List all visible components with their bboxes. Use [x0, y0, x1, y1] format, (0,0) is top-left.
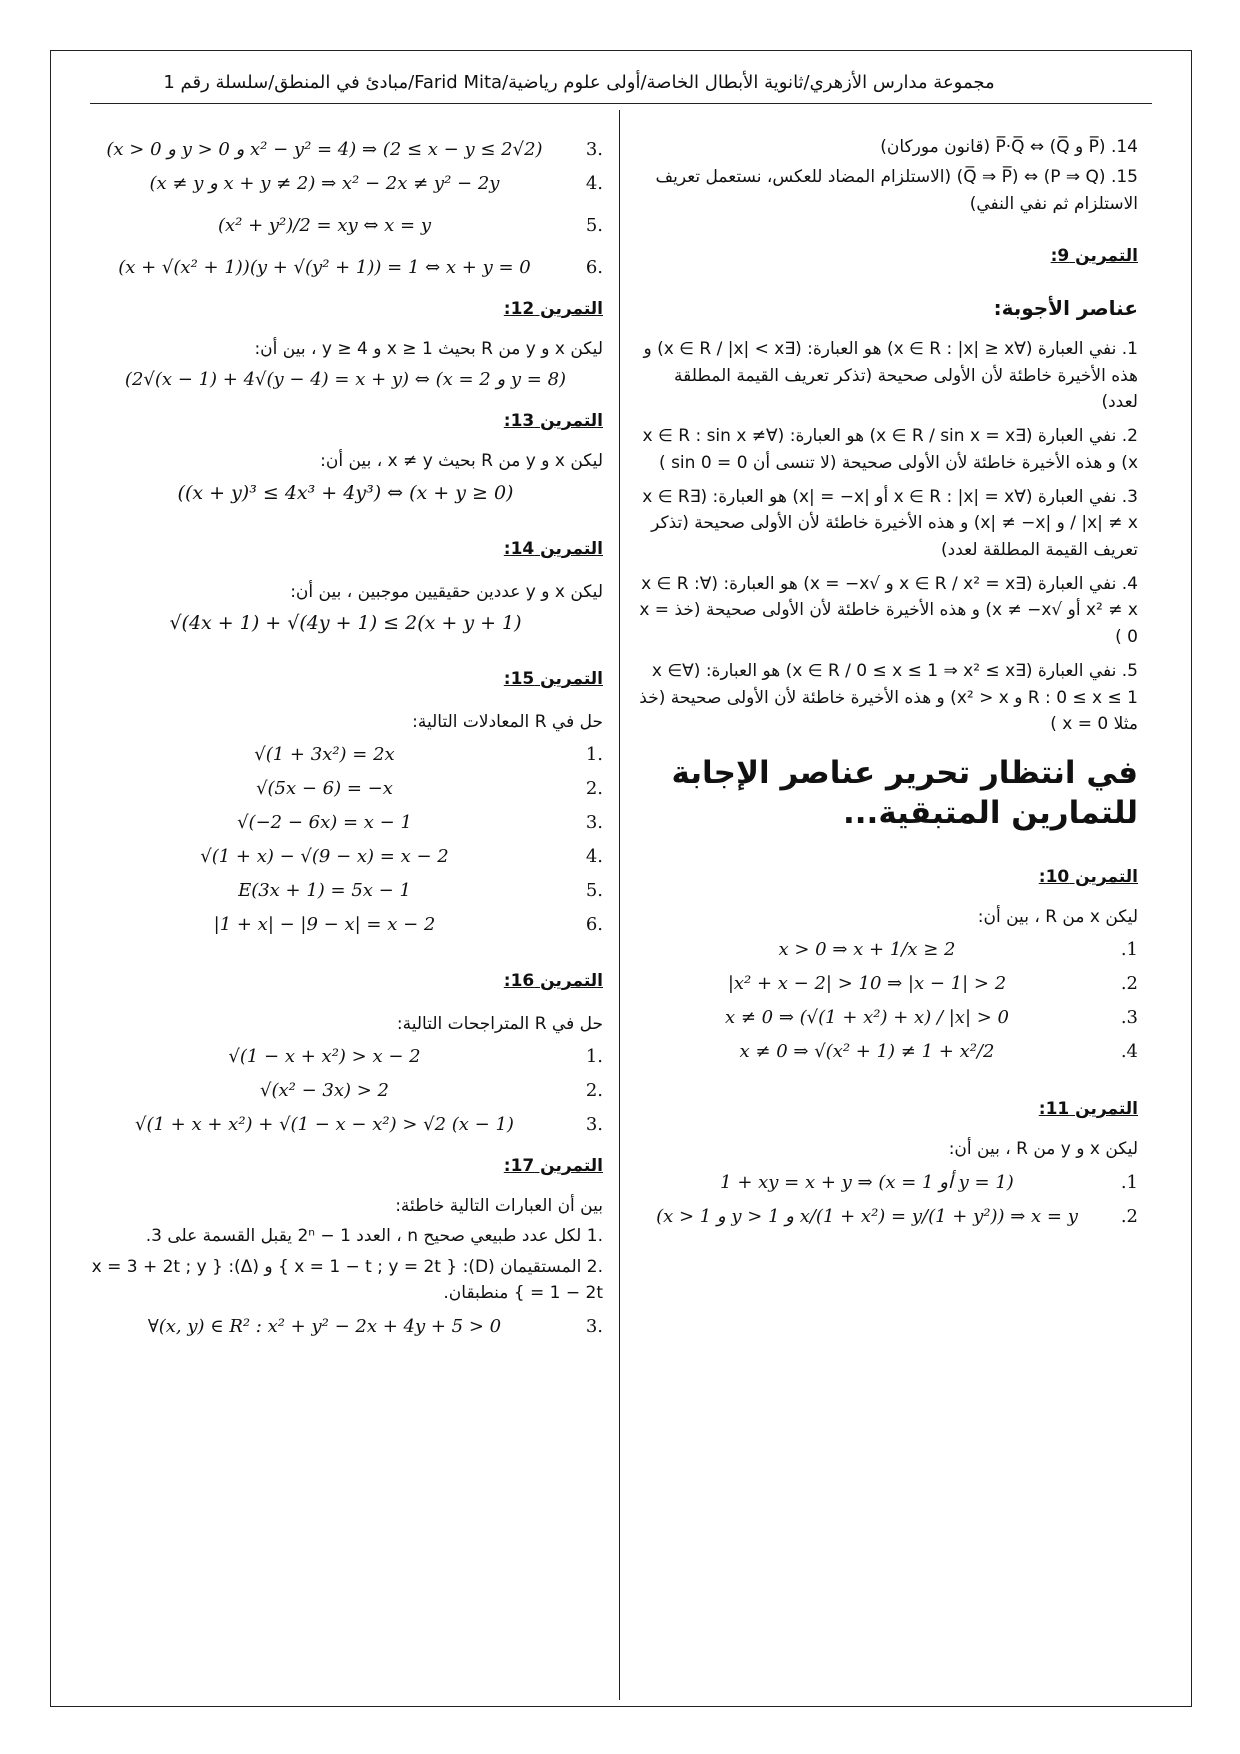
- item-6: .6 (x + √(x² + 1))(y + √(y² + 1)) = 1 ⇔ x + y = 0: [118, 256, 603, 278]
- exercise-16-intro: حل في R المتراجحات التالية:: [396, 1013, 603, 1034]
- header-rule: [90, 103, 1152, 104]
- exercise-17-item: .3 ∀(x, y) ∈ R² : x² + y² − 2x + 4y + 5 > 0: [147, 1315, 603, 1337]
- exercise-16-title: التمرين 16:: [503, 971, 603, 992]
- answer-4: 4. نفي العبارة (∃x ∈ R / x² = x و √x = −x) هو العبارة: (∀x ∈ R : x² ≠ x أو √x ≠ −x) و هذه الأخيرة خاطئة لأن الأولى صحيحة (خذ x = 0 ): [639, 574, 1138, 647]
- item-3: .3 (x > 0 و y > 0 و x² − y² = 4) ⇒ (2 ≤ x − y ≤ 2√2): [106, 139, 603, 160]
- exercise-15-intro: حل في R المعادلات التالية:: [412, 711, 603, 732]
- exercise-14-expr: √(4x + 1) + √(4y + 1) ≤ 2(x + y + 1): [169, 611, 522, 634]
- answer-2: 2. نفي العبارة (∃x ∈ R / sin x = x) هو العبارة: (∀x ∈ R : sin x ≠ x) و هذه الأخيرة خاطئة لأن الأولى صحيحة (لا تنسى أن sin 0 = 0 ): [642, 426, 1138, 473]
- exercise-10-item: 1. x > 0 ⇒ x + 1/x ≥ 2: [778, 939, 1138, 961]
- right-column: [638, 130, 1138, 1237]
- exercise-15-item: .5 E(3x + 1) = 5x − 1: [238, 879, 603, 901]
- column-divider: [619, 110, 620, 1700]
- exercise-10-item: 3. x ≠ 0 ⇒ (√(1 + x²) + x) / |x| > 0: [724, 1007, 1138, 1029]
- answers-title: عناصر الأجوبة:: [993, 296, 1138, 321]
- exercise-11-intro: ليكن x و y من R ، بين أن:: [948, 1139, 1138, 1160]
- exercise-10-item: 4. x ≠ 0 ⇒ √(x² + 1) ≠ 1 + x²/2: [739, 1041, 1138, 1063]
- item-14: 14. (P̅ و Q̅) ⇔ P̅·Q̅ (قانون موركان): [880, 137, 1138, 157]
- exercise-11-item: 2. (x > 1 و y > 1 و x/(1 + x²) = y/(1 + y²)) ⇒ x = y: [656, 1205, 1138, 1227]
- exercise-10-title: التمرين 10:: [1038, 866, 1138, 887]
- exercise-10-item: 2. |x² + x − 2| > 10 ⇒ |x − 1| > 2: [727, 973, 1138, 995]
- exercise-11-item: 1. 1 + xy = x + y ⇒ (x = 1 أو y = 1): [720, 1171, 1138, 1193]
- answer-5: 5. نفي العبارة (∃x ∈ R / 0 ≤ x ≤ 1 ⇒ x² ≤ x) هو العبارة: (∀x ∈ R : 0 ≤ x ≤ 1 و x² > x) و هذه الأخيرة خاطئة لأن الأولى صحيحة (خذ مثلا x = 0 ): [639, 661, 1138, 734]
- exercise-15-item: .3 √(−2 − 6x) = x − 1: [237, 811, 603, 833]
- exercise-15-title: التمرين 15:: [503, 669, 603, 690]
- exercise-17-title: التمرين 17:: [503, 1155, 603, 1176]
- exercise-9-title: التمرين 9:: [1050, 246, 1138, 267]
- left-column: [88, 130, 603, 1346]
- exercise-13-intro: ليكن x و y من R بحيث x ≠ y ، بين أن:: [320, 451, 603, 472]
- exercise-12-title: التمرين 12:: [503, 298, 603, 319]
- exercise-13-title: التمرين 13:: [503, 411, 603, 432]
- exercise-15-item: .1 √(1 + 3x²) = 2x: [254, 744, 603, 766]
- exercise-17-item: .2 المستقيمان (D): { x = 1 − t ; y = 2t } و (Δ): { x = 3 + 2t ; y = 1 − 2t } منطبقان.: [91, 1256, 603, 1304]
- exercise-11-title: التمرين 11:: [1038, 1099, 1138, 1120]
- item-4: .4 (x ≠ y و x + y ≠ 2) ⇒ x² − 2x ≠ y² − 2y: [149, 172, 603, 194]
- exercise-14-title: التمرين 14:: [503, 539, 603, 560]
- exercise-13-expr: ((x + y)³ ≤ 4x³ + 4y³) ⇔ (x + y ≥ 0): [177, 481, 514, 504]
- waiting-title: في انتظار تحرير عناصر الإجابة للتمارين المتبقية...: [671, 755, 1138, 832]
- exercise-15-item: .2 √(5x − 6) = −x: [256, 777, 603, 799]
- item-15: 15. (P ⇒ Q) ⇔ (Q̅ ⇒ P̅) (الاستلزام المضاد للعكس، نستعمل تعريف الاستلزام ثم نفي النفي): [655, 167, 1138, 214]
- exercise-12-expr: (2√(x − 1) + 4√(y − 4) = x + y) ⇔ (x = 2 و y = 8): [124, 369, 567, 391]
- exercise-14-intro: ليكن x و y عددين حقيقيين موجبين ، بين أن:: [290, 581, 603, 602]
- exercise-17-intro: بين أن العبارات التالية خاطئة:: [395, 1196, 603, 1217]
- exercise-12-intro: ليكن x و y من R بحيث x ≥ 1 و y ≥ 4 ، بين أن:: [254, 338, 603, 359]
- exercise-10-intro: ليكن x من R ، بين أن:: [977, 907, 1138, 928]
- exercise-16-item: .1 √(1 − x + x²) > x − 2: [228, 1046, 603, 1068]
- answer-3: 3. نفي العبارة (∀x ∈ R : |x| = x أو |x| = −x) هو العبارة: (∃x ∈ R / |x| ≠ x و |x| ≠ −x) و هذه الأخيرة خاطئة لأن الأولى صحيحة (تذكر تعريف القيمة المطلقة لعدد): [642, 487, 1138, 560]
- item-5: .5 (x² + y²)/2 = xy ⇔ x = y: [217, 214, 603, 236]
- exercise-17-item: .1 لكل عدد طبيعي صحيح n ، العدد 2ⁿ − 1 يقبل القسمة على 3.: [145, 1226, 603, 1247]
- page-header: مجموعة مدارس الأزهري/ثانوية الأبطال الخاصة/أولى علوم رياضية/Farid Mita/مبادئ في المنطق/سلسلة رقم 1: [163, 72, 995, 93]
- exercise-16-item: .2 √(x² − 3x) > 2: [260, 1080, 603, 1101]
- exercise-15-item: .4 √(1 + x) − √(9 − x) = x − 2: [200, 845, 603, 867]
- exercise-15-item: .6 |1 + x| − |9 − x| = x − 2: [213, 913, 603, 935]
- answer-1: 1. نفي العبارة (∀x ∈ R : |x| ≥ x) هو العبارة: (∃x ∈ R / |x| < x) و هذه الأخيرة خاطئة لأن الأولى صحيحة (تذكر تعريف القيمة المطلقة لعدد): [643, 339, 1138, 413]
- exercise-16-item: .3 √(1 + x + x²) + √(1 − x − x²) > √2 (x − 1): [135, 1113, 603, 1135]
